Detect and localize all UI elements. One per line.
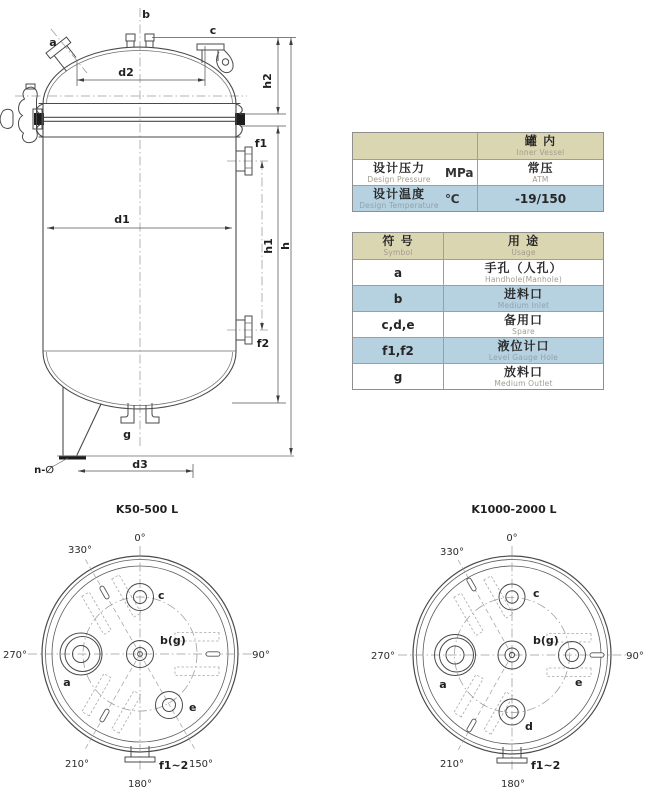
top-right-label-a: a	[439, 678, 447, 691]
symbol-cell-cde	[353, 312, 444, 337]
label-c: c	[209, 24, 217, 37]
label-d2: d2	[118, 66, 134, 79]
design-pressure-unit: MPa	[445, 165, 474, 180]
symbol-a: a	[393, 265, 403, 280]
usage-g-zh: 放料口	[503, 364, 543, 379]
top-left-deg270: 270°	[2, 650, 28, 661]
usage-cell-a	[444, 260, 603, 285]
symbol-header-zh: 符 号	[382, 234, 414, 248]
usage-cell-b	[444, 286, 603, 311]
table-row	[353, 185, 603, 211]
inner-vessel-zh: 罐 内	[524, 134, 557, 148]
table-row	[353, 159, 603, 185]
top-right-deg270: 270°	[370, 651, 396, 662]
top-right-deg210: 210°	[439, 759, 465, 770]
design-temperature-en: Design Temperature	[359, 200, 439, 210]
usage-header-zh: 用 途	[507, 234, 540, 248]
table-row	[353, 259, 603, 285]
top-left-label-c: c	[158, 589, 165, 602]
label-g: g	[123, 428, 131, 441]
usage-a-en: Handhole(Manhole)	[485, 274, 562, 284]
symbol-b: b	[393, 291, 403, 306]
usage-b-zh: 进料口	[503, 286, 543, 301]
usage-f1f2-zh: 液位计口	[497, 338, 550, 353]
usage-b-en: Medium Inlet	[497, 300, 550, 310]
top-right-label-c: c	[533, 587, 540, 600]
label-h: h	[279, 242, 292, 250]
top-left-deg180: 180°	[127, 779, 153, 790]
table-row	[353, 233, 603, 259]
top-left-label-bg: b(g)	[160, 634, 186, 647]
top-left-title: K50-500 L	[115, 503, 179, 516]
usage-header-en: Usage	[511, 248, 536, 257]
label-f2: f2	[256, 337, 270, 350]
label-h1: h1	[262, 238, 275, 254]
dimension-d3	[52, 458, 193, 478]
support-leg	[59, 387, 101, 460]
usage-cell-f1f2	[444, 338, 603, 363]
design-pressure-en: Design Pressure	[367, 174, 431, 184]
label-n-holes: n-∅	[34, 465, 54, 476]
top-right-label-d: d	[525, 720, 533, 733]
design-temperature-zh: 设计温度	[372, 186, 425, 201]
label-b: b	[142, 8, 150, 21]
design-temperature-value: -19/150	[514, 191, 567, 206]
vessel-side-view	[0, 8, 296, 478]
design-pressure-value-zh: 常压	[527, 160, 554, 175]
dimension-d1	[47, 226, 232, 230]
top-right-deg90: 90°	[626, 651, 644, 662]
usage-cell-cde	[444, 312, 603, 337]
top-right-deg0: 0°	[506, 533, 518, 544]
top-right-label-bg: b(g)	[533, 634, 559, 647]
symbol-cell-b	[353, 286, 444, 311]
symbol-cde: c,d,e	[381, 317, 415, 332]
top-view-k1000-2000	[371, 503, 644, 790]
design-pressure-cell	[353, 160, 478, 185]
design-pressure-zh: 设计压力	[372, 160, 425, 175]
label-a: a	[49, 36, 57, 49]
design-temperature-cell	[353, 186, 478, 211]
top-right-deg180: 180°	[500, 779, 526, 790]
usage-cde-zh: 备用口	[503, 312, 543, 327]
label-f1: f1	[254, 137, 268, 150]
design-temperature-unit: ℃	[445, 191, 460, 206]
usage-header-cell	[444, 233, 603, 259]
top-left-deg0: 0°	[134, 533, 146, 544]
usage-cell-g	[444, 364, 603, 389]
top-left-deg210: 210°	[64, 759, 90, 770]
label-d3: d3	[132, 458, 148, 471]
top-right-title: K1000-2000 L	[471, 503, 557, 516]
dimension-d2	[77, 46, 205, 86]
label-h2: h2	[261, 73, 274, 89]
top-left-nozzle-e	[156, 692, 183, 719]
design-pressure-value-cell	[478, 160, 603, 185]
top-left-deg150: 150°	[188, 759, 214, 770]
symbol-f1f2: f1,f2	[382, 343, 414, 358]
symbol-usage-table	[352, 232, 604, 390]
table-row	[353, 133, 603, 159]
design-corner-cell	[353, 133, 478, 159]
top-left-deg90: 90°	[252, 650, 270, 661]
usage-g-en: Medium Outlet	[494, 378, 553, 388]
table-row	[353, 285, 603, 311]
symbol-cell-f1f2	[353, 338, 444, 363]
label-d1: d1	[114, 213, 130, 226]
usage-a-zh: 手孔（人孔）	[484, 260, 563, 275]
top-left-label-e: e	[189, 701, 197, 714]
usage-f1f2-en: Level Gauge Hole	[488, 352, 559, 362]
design-parameters-table	[352, 132, 604, 212]
symbol-cell-a	[353, 260, 444, 285]
table-row	[353, 311, 603, 337]
top-left-deg330: 330°	[67, 545, 93, 556]
top-view-k50-500	[3, 503, 270, 790]
symbol-header-en: Symbol	[383, 248, 413, 257]
symbol-cell-g	[353, 364, 444, 389]
design-temperature-value-cell	[478, 186, 603, 211]
inner-vessel-en: Inner Vessel	[516, 148, 565, 157]
symbol-g: g	[393, 369, 403, 384]
top-right-label-f12: f1~2	[531, 759, 561, 772]
design-pressure-value-en: ATM	[532, 174, 549, 184]
top-right-label-e: e	[575, 676, 583, 689]
table-row	[353, 337, 603, 363]
symbol-header-cell	[353, 233, 444, 259]
top-left-label-a: a	[63, 676, 71, 689]
top-right-deg330: 330°	[439, 547, 465, 558]
inner-vessel-header-cell	[478, 133, 603, 159]
top-left-label-f12: f1~2	[159, 759, 189, 772]
usage-cde-en: Spare	[512, 326, 535, 336]
table-row	[353, 363, 603, 389]
